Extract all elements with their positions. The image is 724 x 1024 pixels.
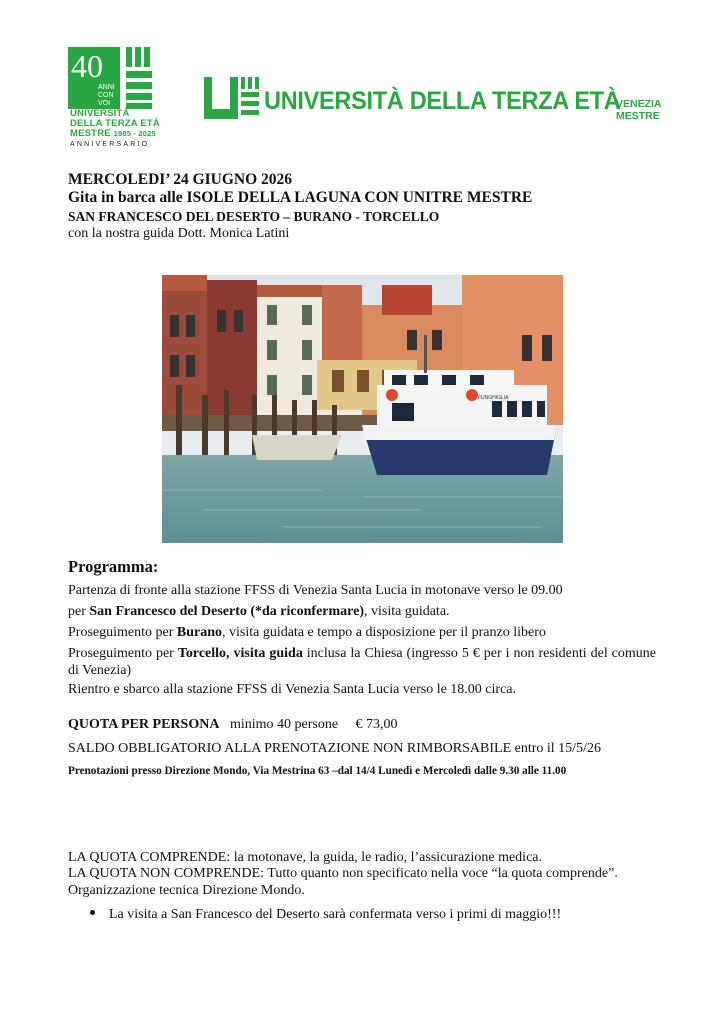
bullet-note bbox=[90, 907, 561, 923]
programma-line-san-francesco: per San Francesco del Deserto (*da riconfermare), visita guidata. bbox=[68, 604, 450, 619]
quota-price: € 73,00 bbox=[355, 717, 398, 732]
quota-comprende: LA QUOTA COMPRENDE: la motonave, la guida, le radio, l’assicurazione medica. bbox=[68, 850, 542, 865]
anniversary-logo-mark bbox=[68, 47, 152, 109]
boat-name: FUNGHIGLIA bbox=[478, 395, 509, 401]
programma-line-return: Rientro e sbarco alla stazione FFSS di Venezia Santa Lucia verso le 18.00 circa. bbox=[68, 682, 516, 697]
anniversary-line4: ANNIVERSARIO bbox=[70, 141, 150, 148]
event-date: MERCOLEDI’ 24 GIUGNO 2026 bbox=[68, 171, 293, 188]
quota-label: QUOTA PER PERSONA bbox=[68, 717, 220, 732]
event-places: SAN FRANCESCO DEL DESERTO – BURANO - TORCELLO bbox=[68, 209, 440, 224]
programma-line-departure: Partenza di fronte alla stazione FFSS di Venezia Santa Lucia in motonave verso le 09.00 bbox=[68, 583, 563, 598]
anniversary-line2: DELLA TERZA ETÀ bbox=[70, 118, 160, 129]
programma-line-burano: Proseguimento per Burano, visita guidata e tempo a disposizione per il pranzo libero bbox=[68, 625, 546, 640]
event-title: Gita in barca alle ISOLE DELLA LAGUNA CON UNITRE MESTRE bbox=[68, 189, 533, 206]
ute-logo-mark bbox=[204, 77, 260, 119]
prenotazioni-line: Prenotazioni presso Direzione Mondo, Via Mestrina 63 –dal 14/4 Lunedì e Mercoledì dalle 9.30 alle 11.00 bbox=[68, 765, 567, 777]
anniversary-number: 40 bbox=[71, 48, 103, 84]
anniversary-line1: UNIVERSITÀ bbox=[70, 108, 130, 119]
programma-title: Programma: bbox=[68, 557, 159, 576]
ute-logo-city: VENEZIA MESTRE bbox=[616, 98, 662, 122]
bullet-note-text: La visita a San Francesco del Deserto sarà confermata verso i primi di maggio!!! bbox=[109, 907, 562, 922]
quota-line bbox=[68, 717, 398, 733]
svg-text:VOI: VOI bbox=[98, 100, 111, 107]
svg-text:ANNI: ANNI bbox=[98, 84, 115, 91]
anniversary-years: 1985 - 2025 bbox=[113, 129, 156, 138]
bullet-icon bbox=[90, 910, 95, 915]
organizzazione-tecnica: Organizzazione tecnica Direzione Mondo. bbox=[68, 883, 305, 898]
quota-non-comprende: LA QUOTA NON COMPRENDE: Tutto quanto non specificato nella voce “la quota comprende”. bbox=[68, 866, 618, 881]
boat-photo bbox=[162, 275, 563, 543]
saldo-line: SALDO OBBLIGATORIO ALLA PRENOTAZIONE NON RIMBORSABILE entro il 15/5/26 bbox=[68, 741, 601, 756]
anniversary-line3: MESTRE 1985 - 2025 bbox=[70, 128, 156, 139]
svg-text:CON: CON bbox=[98, 92, 114, 99]
event-guide: con la nostra guida Dott. Monica Latini bbox=[68, 226, 290, 241]
quota-min: minimo 40 persone bbox=[229, 717, 339, 732]
anniversary-logo bbox=[68, 47, 168, 157]
programma-line-torcello: Proseguimento per Torcello, visita guida inclusa la Chiesa (ingresso 5 € per i non residenti del comune di Venezia) bbox=[68, 646, 656, 678]
ute-logo-name: UNIVERSITÀ DELLA TERZA ETÀ bbox=[264, 87, 621, 115]
ute-logo bbox=[204, 77, 662, 123]
